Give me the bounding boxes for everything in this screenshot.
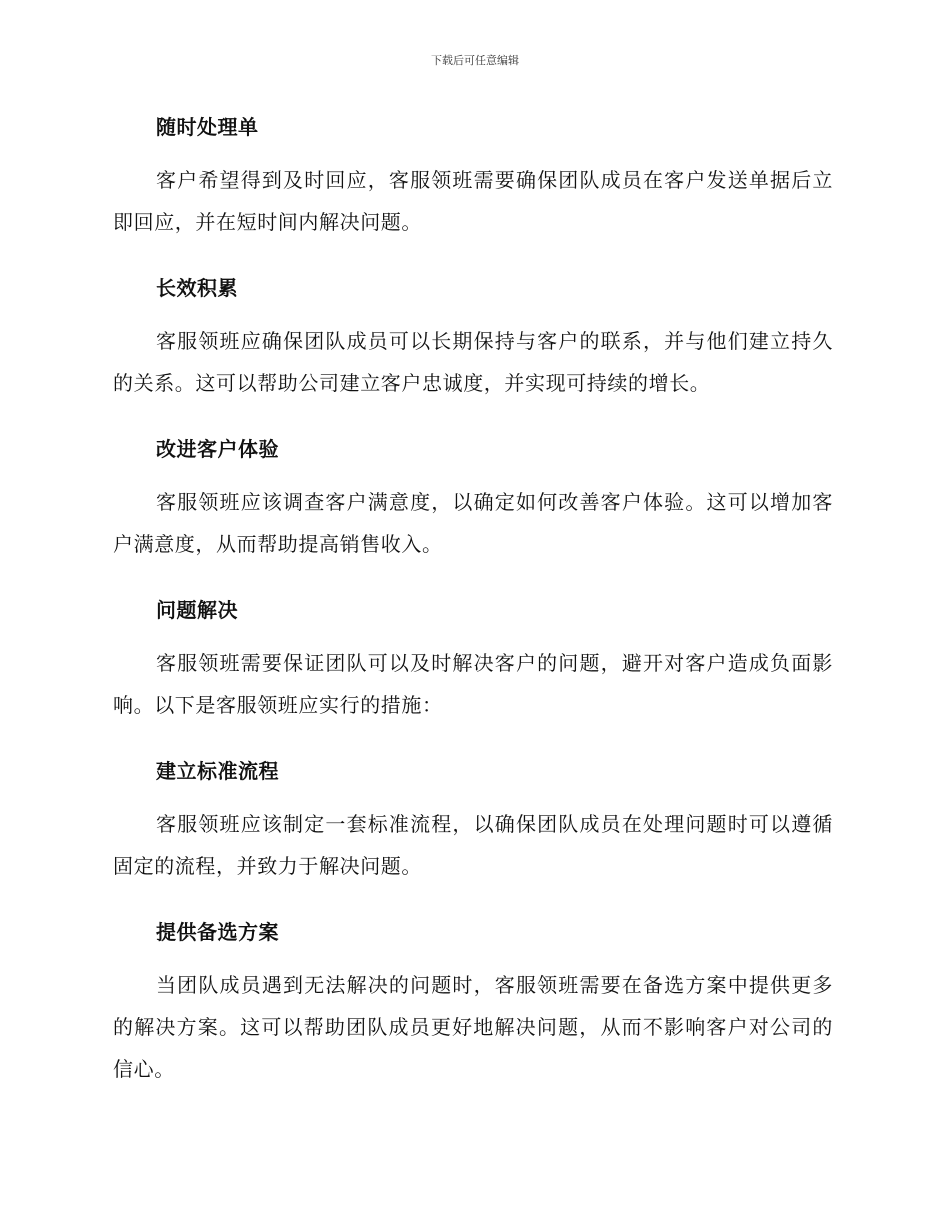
section-body-standard-process: 客服领班应该制定一套标准流程，以确保团队成员在处理问题时可以遵循固定的流程，并致力于解决问题。 [113, 812, 833, 878]
section-body-problem-solving: 客服领班需要保证团队可以及时解决客户的问题，避开对客户造成负面影响。以下是客服领班应实行的措施： [113, 651, 833, 717]
section-body-alternatives: 当团队成员遇到无法解决的问题时，客服领班需要在备选方案中提供更多的解决方案。这可以帮助团队成员更好地解决问题，从而不影响客户对公司的信心。 [113, 973, 833, 1081]
section-body-timely-handling: 客户希望得到及时回应，客服领班需要确保团队成员在客户发送单据后立即回应，并在短时间内解决问题。 [113, 168, 833, 234]
section-title-problem-solving: 问题解决 [156, 598, 238, 622]
section-title-timely-handling: 随时处理单 [156, 115, 259, 139]
section-title-long-term: 长效积累 [156, 276, 238, 300]
page-header: 下载后可任意编辑 [431, 54, 519, 67]
section-body-customer-experience: 客服领班应该调查客户满意度，以确定如何改善客户体验。这可以增加客户满意度，从而帮助提高销售收入。 [113, 490, 833, 556]
section-title-standard-process: 建立标准流程 [156, 759, 279, 783]
section-body-long-term: 客服领班应确保团队成员可以长期保持与客户的联系，并与他们建立持久的关系。这可以帮助公司建立客户忠诚度，并实现可持续的增长。 [113, 329, 833, 395]
section-title-alternatives: 提供备选方案 [156, 920, 279, 944]
document-content [113, 107, 833, 1115]
section-title-customer-experience: 改进客户体验 [156, 437, 279, 461]
